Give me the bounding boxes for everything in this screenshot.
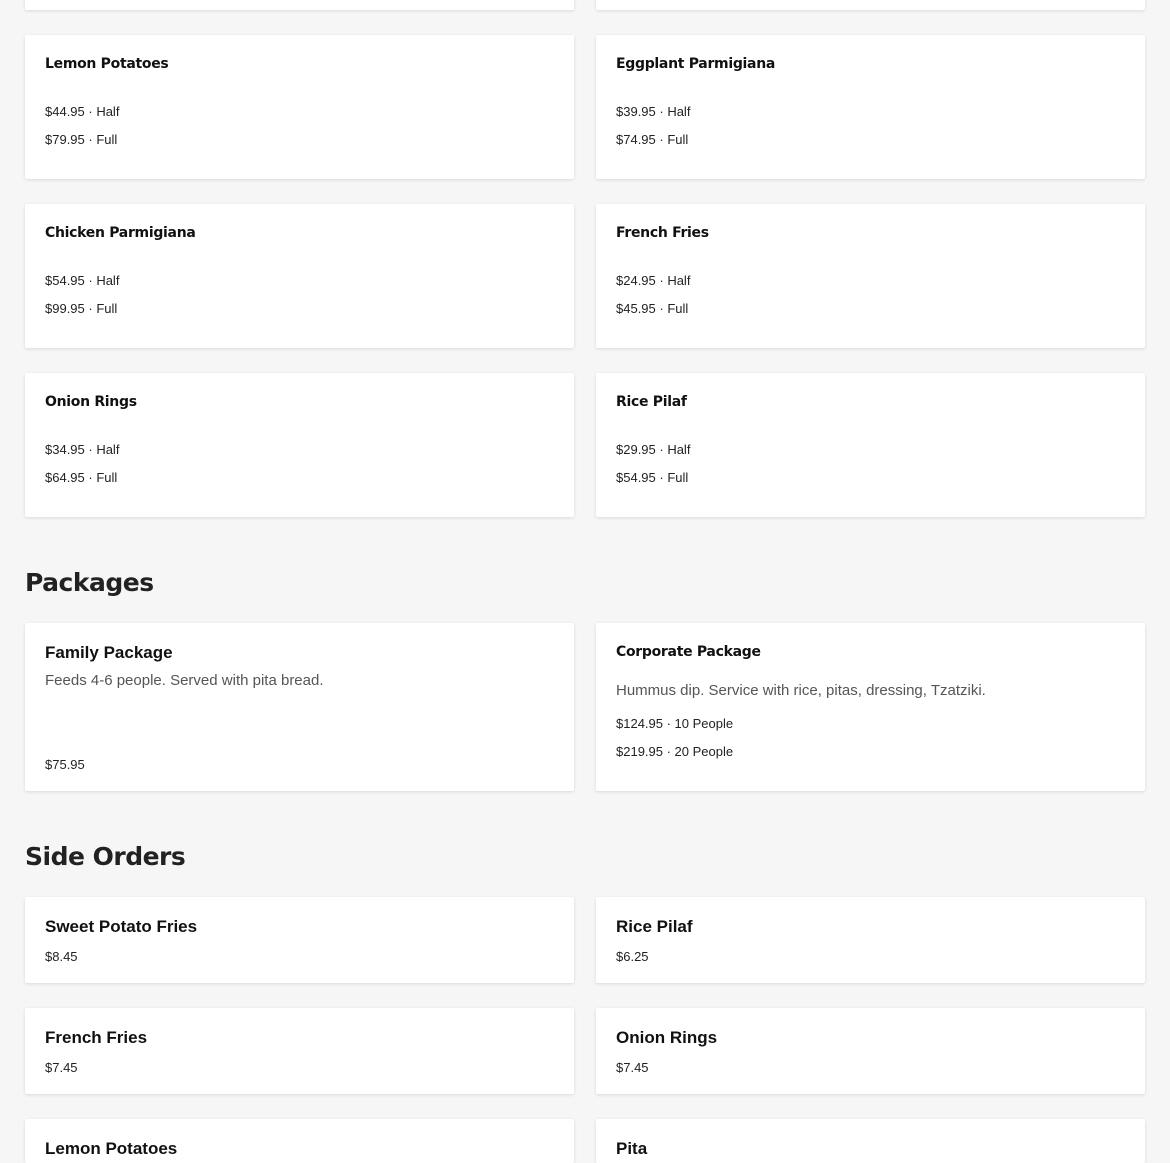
menu-item-name: Corporate Package: [616, 644, 761, 660]
menu-item-description: Feeds 4-6 people. Served with pita bread.: [45, 672, 324, 689]
menu-item-price: $34.95 · Half: [45, 442, 120, 457]
menu-item-name: French Fries: [45, 1028, 148, 1047]
menu-item-price: $54.95 · Full: [616, 470, 689, 485]
menu-item-price: $219.95 · 20 People: [616, 744, 734, 759]
menu-card-corporate-package[interactable]: [596, 623, 1145, 791]
menu-card-eggplant-parmigiana[interactable]: [596, 35, 1145, 179]
menu-card-french-fries-side[interactable]: [25, 1008, 574, 1094]
menu-item-price: $6.25: [616, 949, 649, 964]
menu-card-sweet-potato-fries[interactable]: [25, 897, 574, 983]
menu-item-name: French Fries: [616, 225, 709, 241]
menu-item-price: $99.95 · Full: [45, 301, 118, 316]
menu-item-name: Lemon Potatoes: [45, 1139, 178, 1158]
menu-item-name: Pita: [616, 1139, 648, 1158]
menu-card-chicken-parmigiana[interactable]: [25, 204, 574, 348]
menu-card-lemon-potatoes[interactable]: [25, 35, 574, 179]
menu-item-name: Sweet Potato Fries: [45, 917, 198, 936]
menu-card-french-fries[interactable]: [596, 204, 1145, 348]
menu-item-name: Onion Rings: [45, 394, 137, 410]
menu-item-price: $29.95 · Half: [616, 442, 691, 457]
menu-item-price: $8.45: [45, 949, 78, 964]
menu-card-family-package[interactable]: [25, 623, 574, 791]
menu-card-partial: [596, 0, 1145, 10]
menu-card-pita-side[interactable]: [596, 1119, 1145, 1163]
menu-item-name: Rice Pilaf: [616, 917, 693, 936]
menu-card-lemon-potatoes-side[interactable]: [25, 1119, 574, 1163]
menu-item-name: Rice Pilaf: [616, 394, 687, 410]
menu-card-rice-pilaf-side[interactable]: [596, 897, 1145, 983]
menu-card-rice-pilaf[interactable]: [596, 373, 1145, 517]
menu-item-price: $7.45: [45, 1060, 78, 1075]
menu-item-price: $124.95 · 10 People: [616, 716, 734, 731]
section-heading-side-orders: Side Orders: [25, 842, 186, 871]
menu-item-name: Onion Rings: [616, 1028, 718, 1047]
menu-item-price: $45.95 · Full: [616, 301, 689, 316]
menu-item-description: Hummus dip. Service with rice, pitas, dressing, Tzatziki.: [616, 682, 986, 699]
menu-card-onion-rings[interactable]: [25, 373, 574, 517]
menu-item-price: $54.95 · Half: [45, 273, 120, 288]
menu-item-name: Eggplant Parmigiana: [616, 56, 776, 72]
menu-item-price: $7.45: [616, 1060, 649, 1075]
menu-item-price: $39.95 · Half: [616, 104, 691, 119]
menu-item-name: Lemon Potatoes: [45, 56, 169, 72]
menu-item-price: $64.95 · Full: [45, 470, 118, 485]
menu-item-name: Family Package: [45, 643, 173, 662]
section-heading-packages: Packages: [25, 568, 154, 597]
menu-card-onion-rings-side[interactable]: [596, 1008, 1145, 1094]
menu-card-partial: [25, 0, 574, 10]
menu-item-price: $24.95 · Half: [616, 273, 691, 288]
menu-item-name: Chicken Parmigiana: [45, 225, 196, 241]
menu-item-price: $44.95 · Half: [45, 104, 120, 119]
menu-item-price: $75.95: [45, 757, 85, 772]
menu-item-price: $79.95 · Full: [45, 132, 118, 147]
menu-item-price: $74.95 · Full: [616, 132, 689, 147]
